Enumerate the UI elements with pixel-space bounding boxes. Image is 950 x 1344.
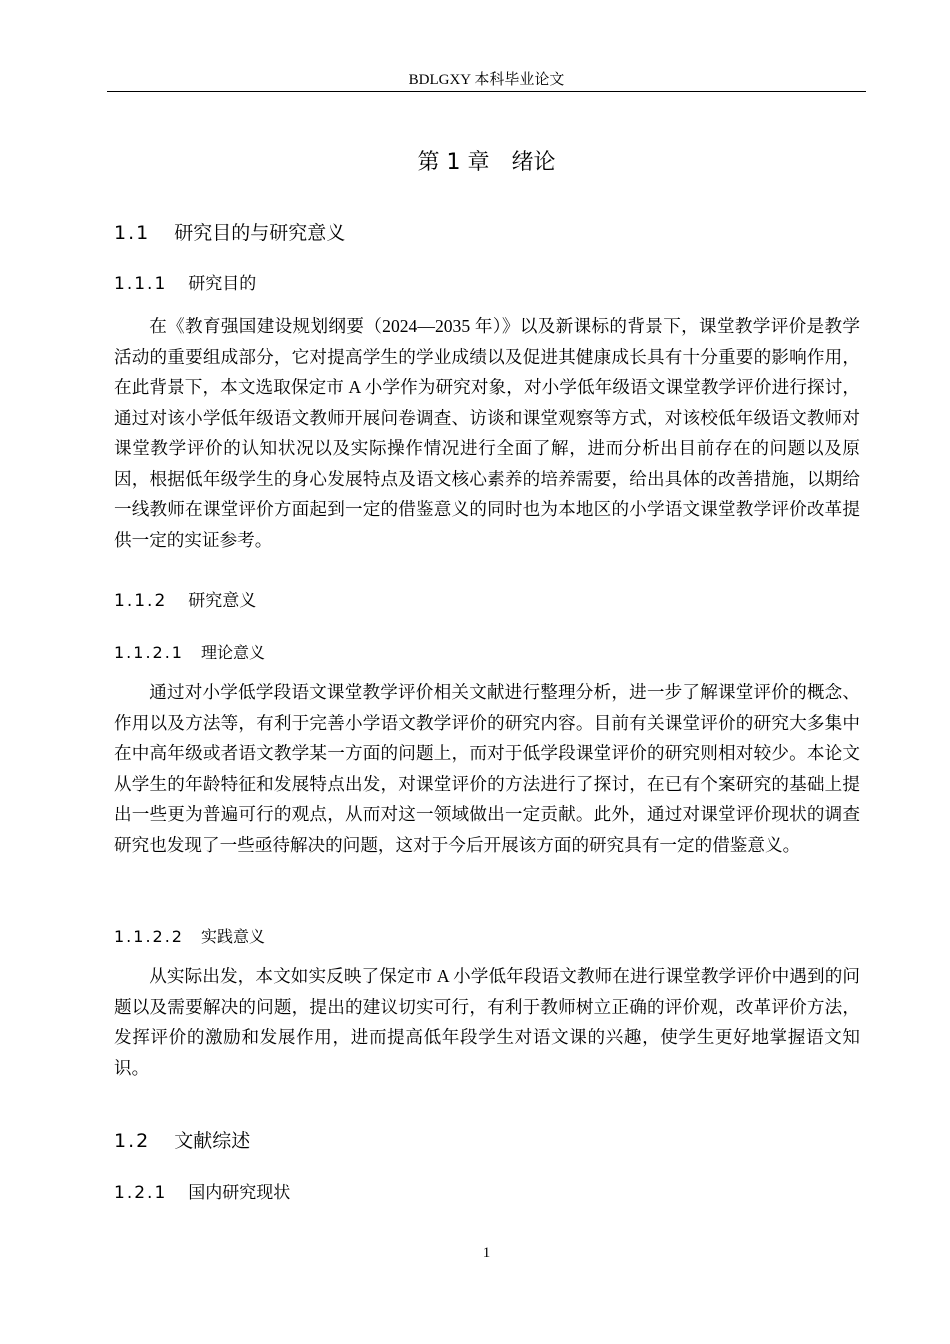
section-number: 1.1 bbox=[114, 222, 151, 244]
section-number: 1.1.2.2 bbox=[114, 927, 184, 946]
paragraph-theoretical-significance: 通过对小学低学段语文课堂教学评价相关文献进行整理分析，进一步了解课堂评价的概念、作用以及方法等，有利于完善小学语文教学评价的研究内容。目前有关课堂评价的研究大多集中在中高年级或者语文教学某一方面的问题上，而对于低学段课堂评价的研究则相对较少。本论文从学生的年龄特征和发展特点出发，对课堂评价的方法进行了探讨，在已有个案研究的基础上提出一些更为普遍可行的观点，从而对这一领域做出一定贡献。此外，通过对课堂评价现状的调查研究也发现了一些亟待解决的问题，这对于今后开展该方面的研究具有一定的借鉴意义。 bbox=[114, 682, 860, 855]
section-number: 1.2 bbox=[114, 1130, 151, 1152]
section-heading-1-1-2-2 bbox=[114, 925, 265, 949]
section-title: 实践意义 bbox=[200, 927, 265, 946]
section-number: 1.2.1 bbox=[114, 1183, 168, 1203]
section-heading-1-1-2-1 bbox=[114, 641, 265, 665]
section-number: 1.1.1 bbox=[114, 274, 168, 294]
chapter-title: 第 1 章 绪论 bbox=[417, 150, 556, 175]
page-number: 1 bbox=[482, 1245, 491, 1261]
section-heading-1-1-2 bbox=[114, 588, 256, 614]
section-number: 1.1.2 bbox=[114, 591, 168, 611]
section-title: 研究目的与研究意义 bbox=[174, 222, 346, 244]
section-title: 国内研究现状 bbox=[188, 1183, 291, 1203]
section-title: 理论意义 bbox=[200, 643, 265, 662]
running-header: BDLGXY 本科毕业论文 bbox=[408, 72, 565, 88]
section-heading-1-1 bbox=[114, 219, 345, 247]
paragraph-practical-significance: 从实际出发，本文如实反映了保定市 A 小学低年段语文教师在进行课堂教学评价中遇到的问题以及需要解决的问题，提出的建议切实可行，有利于教师树立正确的评价观，改革评价方法，发挥评价的激励和发展作用，进而提高低年段学生对语文课的兴趣，使学生更好地掌握语文知识。 bbox=[114, 966, 860, 1078]
section-heading-1-1-1 bbox=[114, 271, 256, 297]
section-title: 研究目的 bbox=[188, 274, 257, 294]
section-heading-1-2-1 bbox=[114, 1180, 290, 1206]
header-rule bbox=[107, 91, 866, 92]
section-title: 研究意义 bbox=[188, 591, 257, 611]
section-heading-1-2 bbox=[114, 1127, 250, 1155]
section-title: 文献综述 bbox=[174, 1130, 251, 1152]
section-number: 1.1.2.1 bbox=[114, 643, 184, 662]
paragraph-research-purpose: 在《教育强国建设规划纲要（2024—2035 年）》以及新课标的背景下，课堂教学评价是教学活动的重要组成部分，它对提高学生的学业成绩以及促进其健康成长具有十分重要的影响作用，在此背景下，本文选取保定市 A 小学作为研究对象，对小学低年级语文课堂教学评价进行探讨，通过对该小学低年级语文教师开展问卷调查、访谈和课堂观察等方式，对该校低年级语文教师对课堂教学评价的认知状况以及实际操作情况进行全面了解，进而分析出目前存在的问题以及原因，根据低年级学生的身心发展特点及语文核心素养的培养需要，给出具体的改善措施，以期给一线教师在课堂评价方面起到一定的借鉴意义的同时也为本地区的小学语文课堂教学评价改革提供一定的实证参考。 bbox=[114, 316, 860, 550]
